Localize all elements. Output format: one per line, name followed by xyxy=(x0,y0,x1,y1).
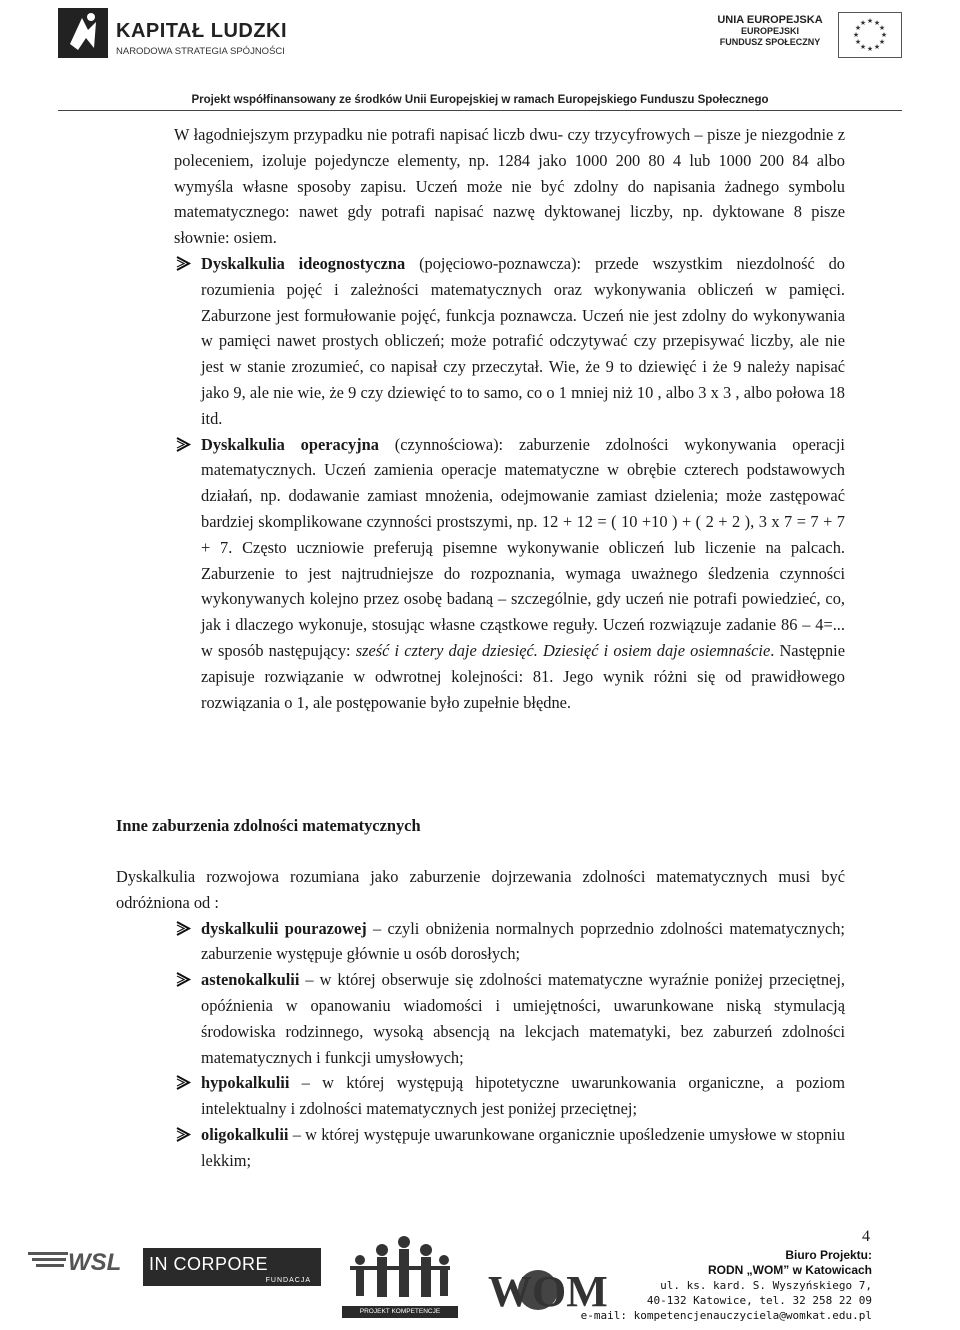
people-figures-logo-icon xyxy=(340,1230,458,1316)
project-office-email: e-mail: kompetencjenauczyciela@womkat.edu.pl xyxy=(580,1309,872,1322)
kapital-ludzki-title: KAPITAŁ LUDZKI xyxy=(116,20,288,42)
svg-text:★: ★ xyxy=(854,38,862,46)
arrow-bullet-icon xyxy=(174,916,194,941)
people-logo-caption: PROJEKT KOMPETENCJE NAUCZYCIELA xyxy=(342,1306,458,1318)
wsl-logo xyxy=(28,1240,128,1284)
eu-text xyxy=(710,14,830,48)
bullet-astenokalkulia xyxy=(201,967,845,1070)
page-header xyxy=(0,0,960,112)
bullet-text: – czyli obniżenia normalnych poprzednio zdolności matematycznych; zaburzenie występuje głównie u osób dorosłych; xyxy=(201,918,845,964)
bullet-italic-example: sześć i cztery daje dziesięć. Dziesięć i osiem daje osiemnaście xyxy=(355,640,771,660)
bullet-term: hypokalkulii xyxy=(201,1073,290,1093)
wom-logo-text: WOM xyxy=(488,1267,608,1316)
eu-line-3: FUNDUSZ SPOŁECZNY xyxy=(719,37,821,47)
project-office-line-3: 40-132 Katowice, tel. 32 258 22 09 xyxy=(646,1294,872,1307)
arrow-bullet-icon xyxy=(174,1070,194,1095)
in-corpore-logo xyxy=(143,1248,321,1286)
arrow-bullet-icon xyxy=(174,432,194,457)
svg-text:★: ★ xyxy=(859,43,867,51)
section-intro: Dyskalkulia rozwojowa rozumiana jako zaburzenie dojrzewania zdolności matematycznych musi być odróżniona od : xyxy=(116,867,845,912)
bullet-term: dyskalkulii pourazowej xyxy=(201,918,367,938)
project-office-contact xyxy=(581,1248,872,1323)
eu-line-1: UNIA EUROPEJSKA xyxy=(717,14,823,26)
section-body xyxy=(0,864,960,1174)
bullet-text-b: . Następnie zapisuje rozwiązanie w odwrotnej kolejności: 81. Jego wynik różni się od prawidłowego rozwiązania o 1, ale postępowanie było zupełnie błędne. xyxy=(201,640,846,712)
eu-flag-icon xyxy=(838,12,902,58)
page-footer xyxy=(0,1200,960,1327)
svg-text:★: ★ xyxy=(854,24,862,32)
bullet-text: – w której występuje uwarunkowane organicznie upośledzenie umysłowe w stopniu lekkim; xyxy=(201,1124,845,1170)
svg-text:★: ★ xyxy=(878,24,886,32)
bullet-text: – w której obserwuje się zdolności matematyczne wyraźnie poniżej przeciętnej, opóźnienia w opanowaniu wiadomości i umiejętności, uwarunkowane niską stymulacją środowiska rodzinnego, wysoką absencją na lekcjach matematyki, bez zaburzeń zdolności matematycznych i funkcji umysłowych; xyxy=(201,970,845,1067)
svg-text:★: ★ xyxy=(859,19,867,27)
bullet-term: Dyskalkulia ideognostyczna xyxy=(201,253,406,273)
eu-line-2: EUROPEJSKI xyxy=(740,26,800,36)
in-corpore-subtitle: FUNDACJA xyxy=(265,1277,311,1284)
in-corpore-text: IN CORPORE xyxy=(149,1254,269,1274)
bullet-operacyjna xyxy=(201,432,845,716)
page-number: 4 xyxy=(862,1228,870,1245)
project-office-title: Biuro Projektu: xyxy=(785,1248,872,1262)
arrow-bullet-icon xyxy=(174,967,194,992)
svg-text:★: ★ xyxy=(866,45,874,53)
project-office-line-1: RODN „WOM” w Katowicach xyxy=(707,1263,872,1277)
project-office-line-2: ul. ks. kard. S. Wyszyńskiego 7, xyxy=(660,1279,872,1292)
kapital-ludzki-logo xyxy=(58,8,288,66)
eu-logo xyxy=(642,12,902,72)
bullet-text-a: (czynnościowa): zaburzenie zdolności wykonywania operacji matematycznych. Uczeń zamienia operacje matematyczne w obrębie czterech podstawowych działań, np. dodawanie zamiast mnożenia, odejmowanie zamiast dzielenia; może zastępować bardziej skomplikowane czynności prostszymi, np. 12 + 12 = ( 10 +10 ) + ( 2 + 2 ), 3 x 7 = 7 + 7 + 7. Często uczniowie preferują pisemne wykonywanie obliczeń lub liczenie na palcach. Zaburzenie to jest najtrudniejsze do rozpoznania, wymaga uważnego śledzenia czynności wykonywanych kolejno przez osobę badaną – szczególnie, gdy uczeń nie potrafi powiedzieć, co, jak i dlaczego wykonuje, stosując własne cząstkowe reguły. Uczeń rozwiązuje zadanie 86 – 4=... w sposób następujący: xyxy=(201,434,845,660)
bullet-term: oligokalkulii xyxy=(201,1124,289,1144)
bullet-text: (pojęciowo-poznawcza): przede wszystkim niezdolność do rozumienia pojęć i zależności matematycznych oraz wykonywania obliczeń w pamięci. Zaburzone jest formułowanie pojęć, funkcja poznawcza. Uczeń nie jest zdolny do wykonywania w pamięci nawet prostych obliczeń; może potrafić odczytywać czy przepisywać liczby, ale nie jest w stanie zrozumieć, co napisał czy przeczytał. Wie, że 9 to dziewięć i że 9 należy napisać jako 9, ale nie wie, że 9 czy dziewięć to to samo, co o 1 mniej niż 10 , albo 3 x 3 , albo połowa 18 itd. xyxy=(201,253,845,428)
kapital-ludzki-subtitle: NARODOWA STRATEGIA SPÓJNOŚCI xyxy=(116,46,285,57)
header-divider xyxy=(58,110,902,111)
svg-text:★: ★ xyxy=(878,38,886,46)
svg-text:★: ★ xyxy=(880,31,888,39)
kapital-ludzki-emblem-icon xyxy=(58,8,108,58)
wsl-logo-text: WSL xyxy=(68,1249,122,1276)
svg-text:★: ★ xyxy=(873,43,881,51)
bullet-term: astenokalkulii xyxy=(201,970,300,990)
svg-text:★: ★ xyxy=(852,31,860,39)
bullet-ideognostyczna xyxy=(201,251,845,432)
bullet-text: – w której występują hipotetyczne uwarunkowania organiczne, a poziom intelektualny i zdolności matematycznych jest poniżej przeciętnej; xyxy=(201,1073,845,1119)
arrow-bullet-icon xyxy=(174,251,194,276)
bullet-pourazowa xyxy=(201,916,845,968)
bullet-oligokalkulia xyxy=(201,1122,845,1174)
document-body xyxy=(0,122,960,715)
section-heading: Inne zaburzenia zdolności matematycznych xyxy=(116,816,421,835)
wom-logo xyxy=(488,1244,608,1320)
bullet-term: Dyskalkulia operacyjna xyxy=(201,434,379,454)
arrow-bullet-icon xyxy=(174,1122,194,1147)
project-note: Projekt współfinansowany ze środków Unii Europejskiej w ramach Europejskiego Funduszu Społecznego xyxy=(191,94,769,106)
svg-text:★: ★ xyxy=(873,19,881,27)
bullet-hypokalkulia xyxy=(201,1070,845,1122)
intro-paragraph: W łagodniejszym przypadku nie potrafi napisać liczb dwu- czy trzycyfrowych – pisze je niezgodnie z poleceniem, izoluje pojedyncze elementy, np. 1284 jako 1000 200 80 4 lub 1000 200 84 albo wymyśla własne sposoby zapisu. Uczeń może nie być zdolny do napisania żadnego symbolu matematycznego: nawet gdy potrafi napisać nazwę dyktowanej liczby, np. dyktowane 8 pisze słownie: osiem. xyxy=(174,125,845,248)
svg-text:★: ★ xyxy=(866,17,874,25)
